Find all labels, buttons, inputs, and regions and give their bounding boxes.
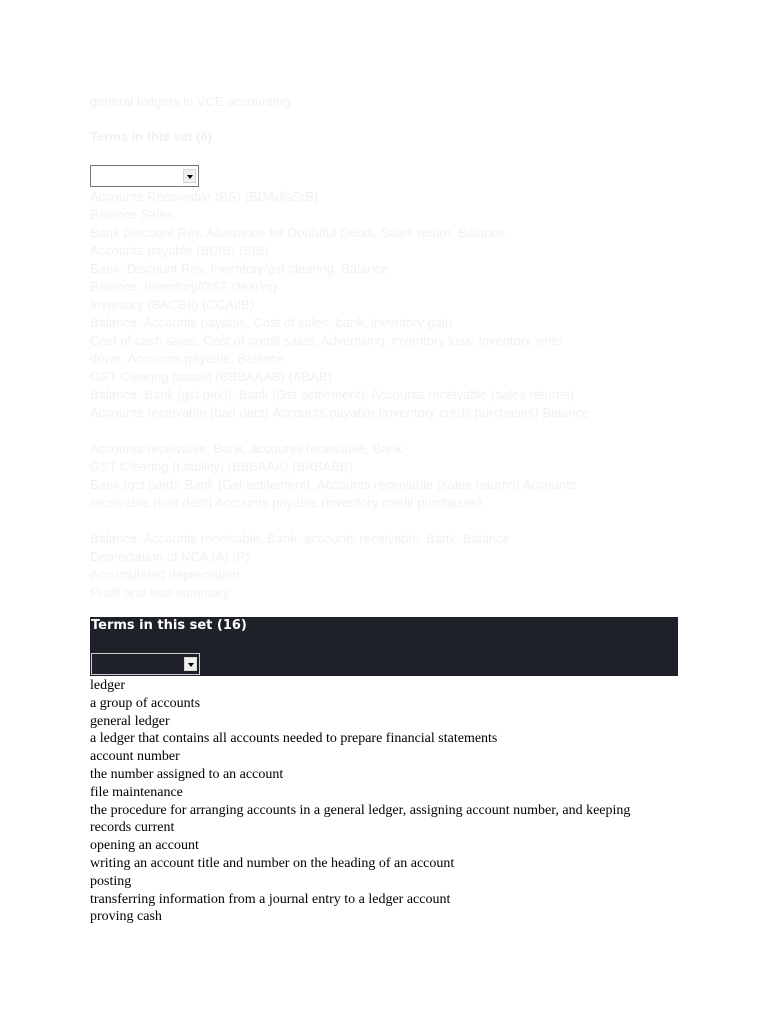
list-item: file maintenance (90, 784, 183, 800)
chevron-down-icon (183, 169, 196, 183)
faint-term-list (90, 188, 680, 602)
list-item: posting (90, 873, 132, 889)
list-item: ledger (90, 678, 125, 693)
terms-heading: Terms in this set (16) (91, 618, 247, 633)
faint-line: Accounts receivable (bad debt) Accounts payable (inventory credit purchases) Balance (90, 405, 590, 420)
terms-header-band (90, 617, 678, 676)
chevron-down-icon (184, 657, 197, 671)
sort-select-dark[interactable] (91, 653, 200, 675)
list-item: the number assigned to an account (90, 766, 284, 782)
faint-line: Inventory (BACBII) (CCAIIB) (90, 297, 254, 312)
faint-line: Bank Discount Rev, Allowance for Doubtful Debts, Sales return, Balance (90, 225, 506, 240)
faint-line: Depreciation of NCA (A) (P) (90, 549, 250, 564)
list-item: a ledger that contains all accounts needed to prepare financial statements (90, 731, 498, 747)
faint-line: Profit and loss summary (90, 585, 230, 600)
term-list (90, 677, 685, 926)
faint-line: Cost of cash sales, Cost of credit sales, Advertising, inventory loss, inventory write (90, 333, 563, 348)
faint-line: Accounts receivable, Bank, accounts receivable, Bank (90, 441, 403, 456)
faint-line: Accounts payable (BDIB) (BIB) (90, 243, 269, 258)
faint-line: Bank, Discount Rev. Inventory/gst clearing, Balance (90, 261, 389, 276)
list-item: general ledger (90, 713, 170, 729)
faint-line: Balance, Inventory/GST clearing (90, 279, 277, 294)
faint-line: Balance, Accounts payable, Cost of sales, bank, inventory gain (90, 315, 453, 330)
faint-line: Balance, Accounts receivable, Bank, accounts receivable, Bank, Balance (90, 531, 510, 546)
faint-line: Bank (gst paid), Bank (Gst settlement), Accounts receivable (sales returns) Accounts (90, 477, 577, 492)
faint-line: GST Clearing (asset) (BBBAAAB) (ABAB) (90, 369, 332, 384)
faint-line: Balance, Bank (gst paid), Bank (Gst settlement), Accounts receivable (sales returns) (90, 387, 575, 402)
list-item: transferring information from a journal entry to a ledger account (90, 891, 451, 907)
list-item: opening an account (90, 838, 199, 854)
faint-line: Balance Sales (90, 207, 174, 222)
faint-line: Accumulated depreciation (90, 567, 240, 582)
list-item: proving cash (90, 909, 162, 925)
list-item: writing an account title and number on the heading of an account (90, 855, 455, 871)
list-item: account number (90, 749, 180, 765)
terms-heading-faint: Terms in this set (6) (90, 129, 212, 144)
faint-line: GST Clearing (Liability) (BBBAAA) (BABABB) (90, 459, 353, 474)
faint-line: receivable (bad debt) Accounts payable (inventory credit purchases) (90, 495, 482, 510)
faint-line: Accounts Receivable (BS) (BDAdisSrB) (90, 189, 319, 204)
faint-line: down, Accounts payable, Balance (90, 351, 285, 366)
list-item: the procedure for arranging accounts in a general ledger, assigning account number, and keeping (90, 802, 631, 818)
list-item: a group of accounts (90, 695, 201, 711)
sort-select[interactable] (90, 165, 199, 187)
list-item: records current (90, 820, 175, 836)
page-title: general ledgers in VCE accounting (90, 94, 291, 109)
